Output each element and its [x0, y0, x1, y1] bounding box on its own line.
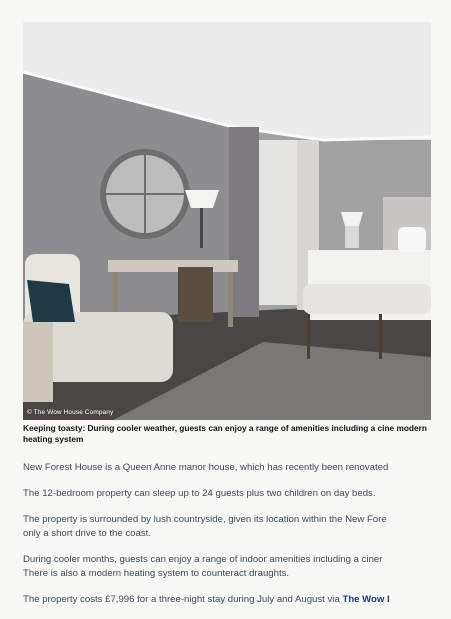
- paragraph-line: only a short drive to the coast.: [23, 528, 151, 539]
- paragraph: [23, 553, 431, 581]
- paragraph-line: There is also a modern heating system to counteract draughts.: [23, 568, 290, 579]
- bedroom-photo: [23, 22, 431, 420]
- paragraph: [23, 487, 431, 501]
- paragraph: [23, 513, 431, 541]
- paragraph: [23, 461, 431, 475]
- caption-lead: Keeping toasty:: [23, 423, 86, 433]
- caption-text: During cooler weather, guests can enjoy a range of amenities including a cine modern heating system: [23, 423, 427, 444]
- paragraph-line: The 12-bedroom property can sleep up to 24 guests plus two children on day beds.: [23, 488, 376, 499]
- photo-credit: © The Wow House Company: [27, 409, 114, 416]
- wow-house-link[interactable]: The Wow I: [342, 594, 390, 605]
- paragraph-line: [23, 593, 431, 607]
- paragraph-line: The property is surrounded by lush countryside, given its location within the New Fore: [23, 514, 387, 525]
- paragraph-line: During cooler months, guests can enjoy a range of indoor amenities including a ciner: [23, 554, 383, 565]
- paragraph-line: New Forest House is a Queen Anne manor house, which has recently been renovated: [23, 462, 389, 473]
- paragraph: [23, 593, 431, 607]
- photo-caption: [23, 423, 431, 445]
- article-body: [23, 461, 431, 619]
- bedroom-illustration: [23, 22, 431, 420]
- last-paragraph-text: The property costs £7,996 for a three-night stay during July and August via: [23, 594, 343, 605]
